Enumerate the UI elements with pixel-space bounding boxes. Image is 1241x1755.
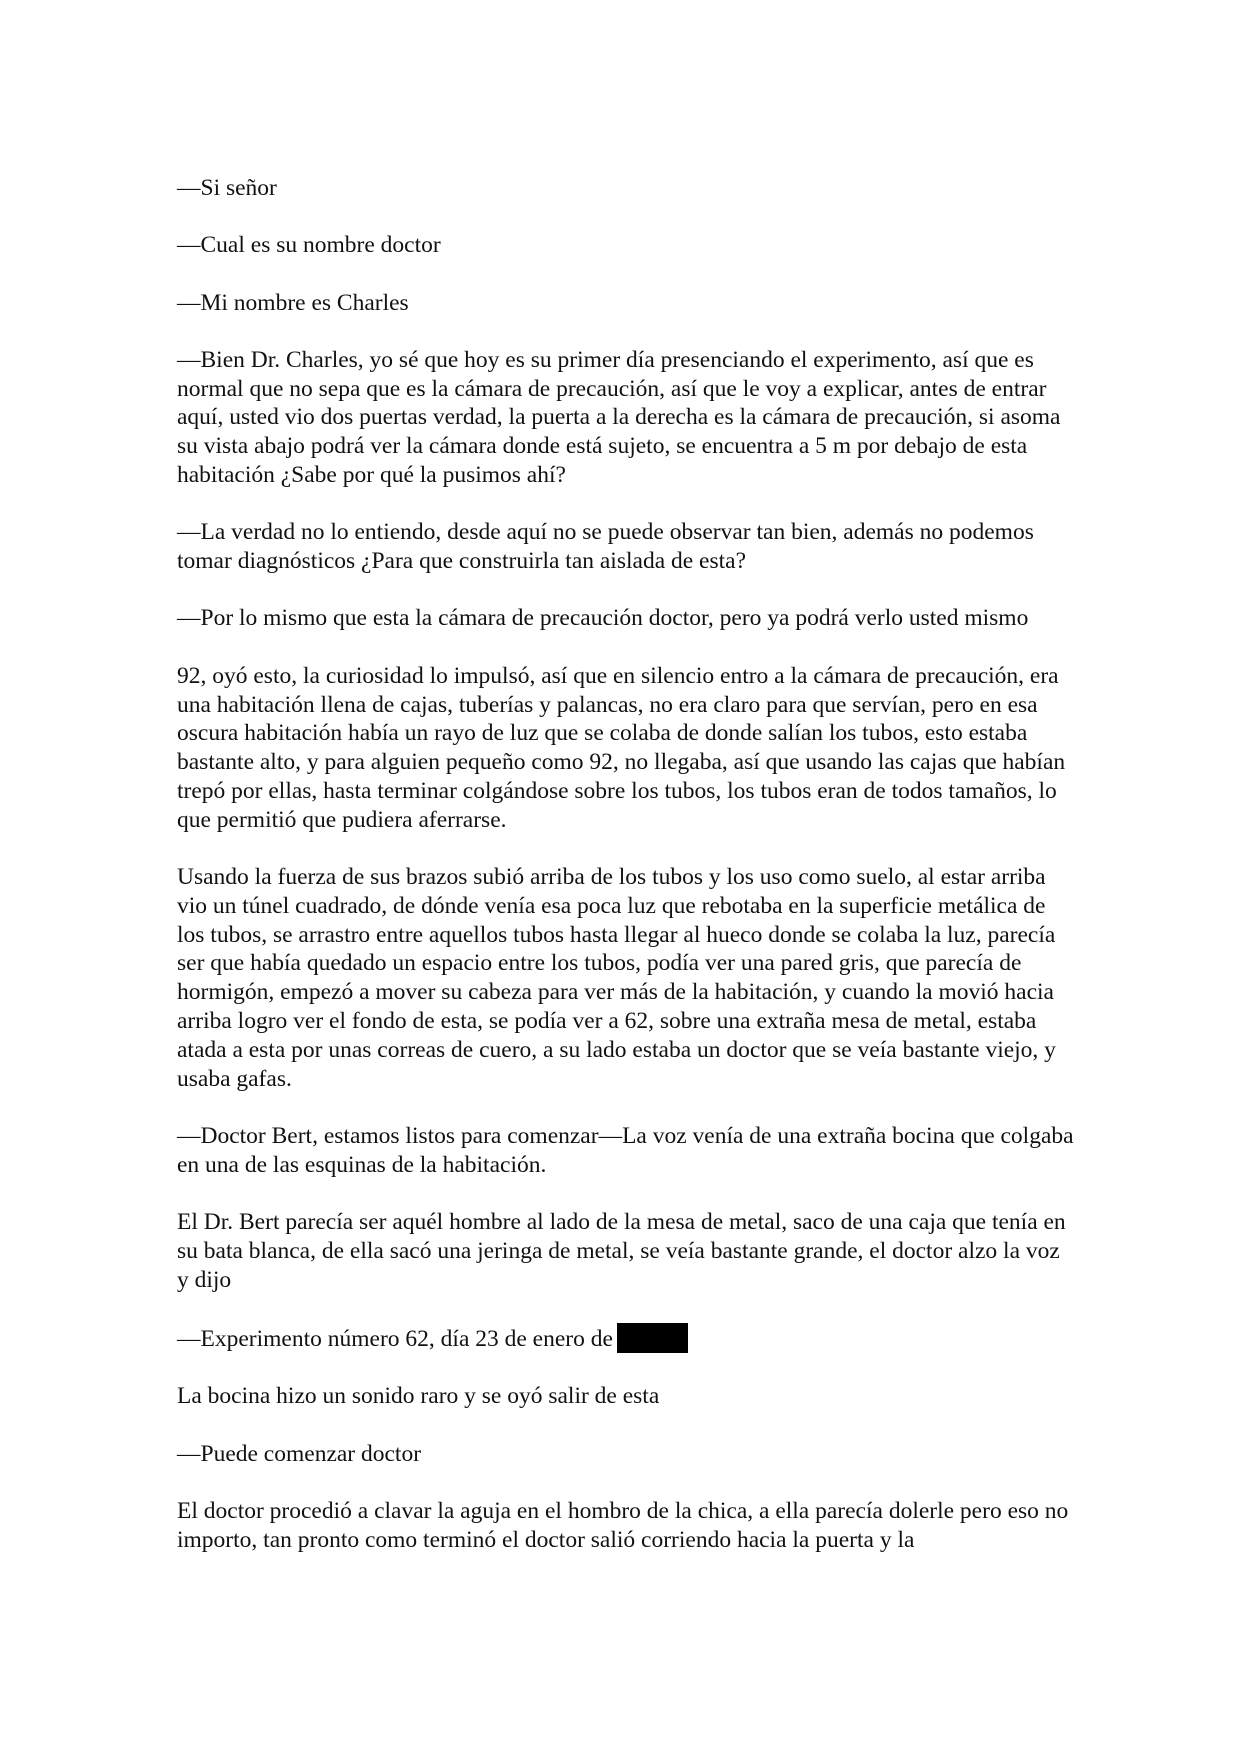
experiment-line-text: —Experimento número 62, día 23 de enero de	[177, 1325, 613, 1352]
dialogue-line: —Cual es su nombre doctor	[177, 232, 441, 259]
narrative-paragraph: El doctor procedió a clavar la aguja en el hombro de la chica, a ella parecía dolerle pero eso no importo, tan pronto como terminó el doctor salió corriendo hacia la puerta y la	[177, 1497, 1069, 1553]
narrative-paragraph: 92, oyó esto, la curiosidad lo impulsó, así que en silencio entro a la cámara de precaución, era una habitación llena de cajas, tuberías y palancas, no era claro para que servían, pero en esa oscura habitación había un rayo de luz que se colaba de donde salían los tubos, esto estaba bastante alto, y para alguien pequeño como 92, no llegaba, así que usando las cajas que habían trepó por ellas, hasta terminar colgándose sobre los tubos, los tubos eran de todos tamaños, lo que permitió que pudiera aferrarse.	[177, 662, 1066, 833]
dialogue-line: —Puede comenzar doctor	[177, 1440, 422, 1467]
redaction-block	[617, 1323, 688, 1353]
dialogue-line: —Bien Dr. Charles, yo sé que hoy es su primer día presenciando el experimento, así que es normal que no sepa que es la cámara de precaución, así que le voy a explicar, antes de entrar aquí, usted vio dos puertas verdad, la puerta a la derecha es la cámara de precaución, si asoma su vista abajo podrá ver la cámara donde está sujeto, se encuentra a 5 m por debajo de esta habitación ¿Sabe por qué la pusimos ahí?	[177, 346, 1061, 489]
dialogue-line: —Mi nombre es Charles	[177, 289, 409, 316]
dialogue-line: —Por lo mismo que esta la cámara de precaución doctor, pero ya podrá verlo usted mismo	[177, 605, 1029, 632]
dialogue-line: —Si señor	[177, 175, 277, 201]
narrative-paragraph: La bocina hizo un sonido raro y se oyó salir de esta	[177, 1383, 660, 1410]
narrative-paragraph: El Dr. Bert parecía ser aquél hombre al lado de la mesa de metal, saco de una caja que tenía en su bata blanca, de ella sacó una jeringa de metal, se veía bastante grande, el doctor alzo la voz y dijo	[177, 1209, 1066, 1293]
experiment-line	[177, 1323, 1077, 1354]
narrative-paragraph: Usando la fuerza de sus brazos subió arriba de los tubos y los uso como suelo, al estar arriba vio un túnel cuadrado, de dónde venía esa poca luz que rebotaba en la superficie metálica de los tubos, se arrastro entre aquellos tubos hasta llegar al hueco donde se colaba la luz, parecía ser que había quedado un espacio entre los tubos, podía ver una pared gris, que parecía de hormigón, empezó a mover su cabeza para ver más de la habitación, y cuando la movió hacia arriba logro ver el fondo de esta, se podía ver a 62, sobre una extraña mesa de metal, estaba atada a esta por unas correas de cuero, a su lado estaba un doctor que se veía bastante viejo, y usaba gafas.	[177, 864, 1056, 1092]
document-page	[177, 174, 1077, 1583]
dialogue-line: —La verdad no lo entiendo, desde aquí no se puede observar tan bien, además no podemos tomar diagnósticos ¿Para que construirla tan aislada de esta?	[177, 519, 1034, 575]
dialogue-line: —Doctor Bert, estamos listos para comenzar—La voz venía de una extraña bocina que colgaba en una de las esquinas de la habitación.	[177, 1122, 1074, 1178]
